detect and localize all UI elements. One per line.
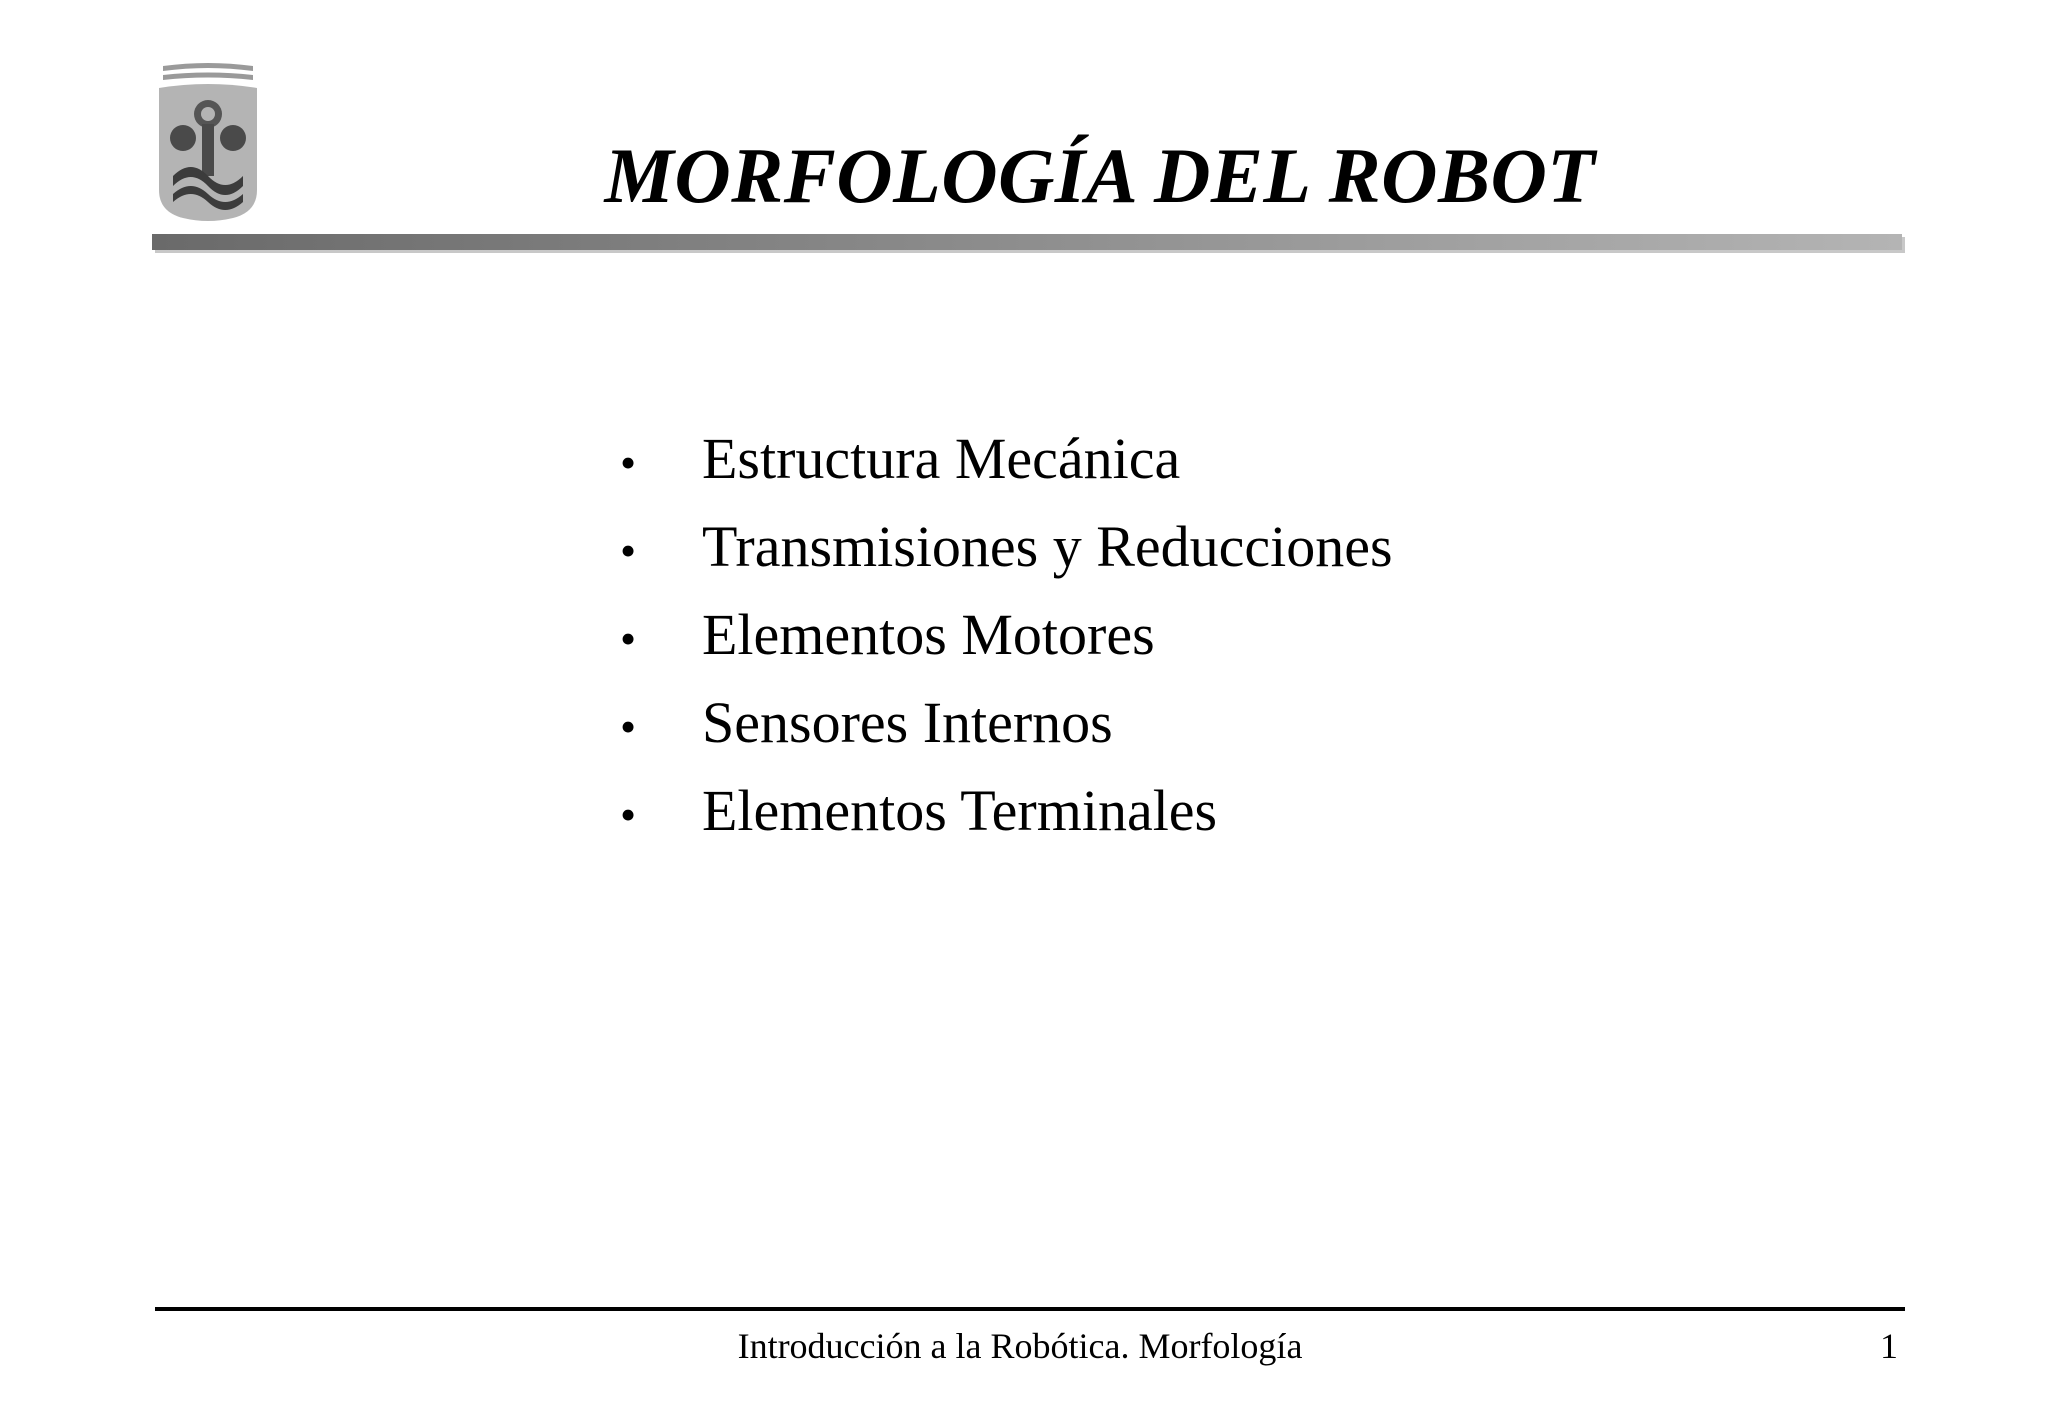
bullet-marker: • (620, 789, 637, 840)
bullet-marker: • (620, 613, 637, 664)
bullet-item (620, 767, 1393, 855)
bullet-item (620, 591, 1393, 679)
bullet-item (620, 679, 1393, 767)
bullet-text: Transmisiones y Reducciones (702, 514, 1393, 579)
slide-title: MORFOLOGÍA DEL ROBOT (604, 132, 1596, 219)
bullet-marker: • (620, 437, 637, 488)
bullet-marker: • (620, 525, 637, 576)
bullet-list (620, 415, 1393, 855)
page-number: 1 (1880, 1326, 1898, 1366)
bullet-text: Elementos Motores (702, 602, 1155, 667)
footer-title: Introducción a la Robótica. Morfología (737, 1326, 1303, 1366)
bullet-item (620, 503, 1393, 591)
bullet-marker: • (620, 701, 637, 752)
university-crest-icon (155, 62, 261, 224)
bullet-text: Sensores Internos (702, 690, 1113, 755)
bullet-item (620, 415, 1393, 503)
bullet-text: Elementos Terminales (702, 778, 1218, 843)
bullet-text: Estructura Mecánica (702, 426, 1181, 491)
title-divider (152, 234, 1902, 250)
footer-divider (155, 1307, 1905, 1311)
